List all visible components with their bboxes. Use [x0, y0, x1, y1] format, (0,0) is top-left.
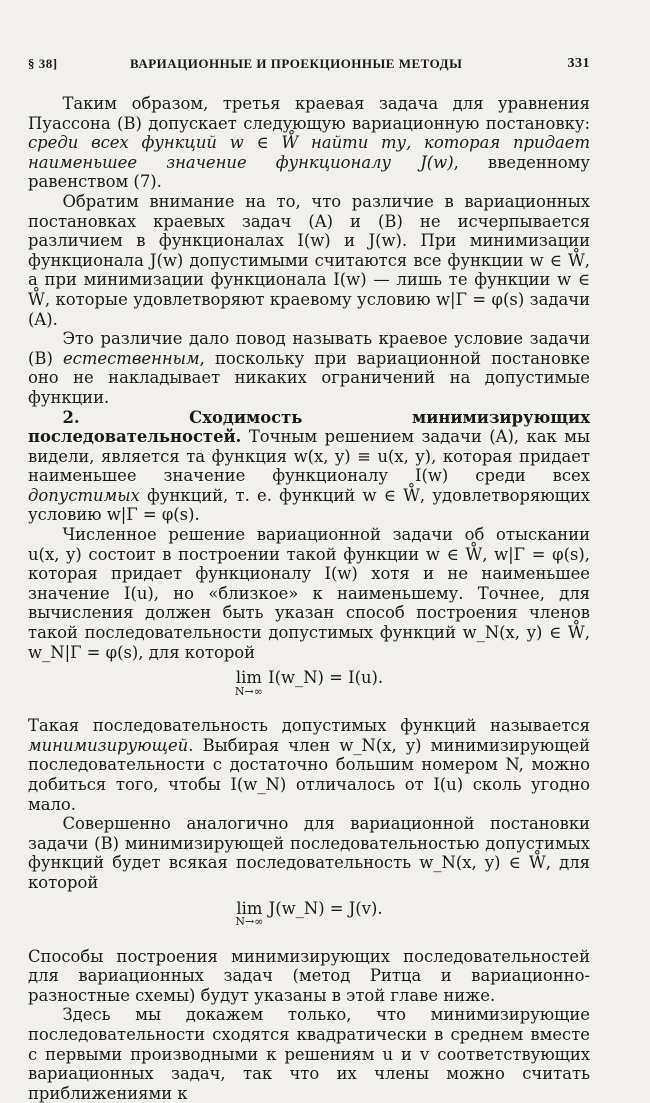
paragraph-7: Совершенно аналогично для вариационной постановки задачи (B) минимизирующей последовательностью допустимых функций будет всякая последовательность w_N(x, y) ∈ W̊, для которой [28, 814, 590, 892]
formula-2-subscript: N→∞ [235, 915, 264, 929]
formula-1-limit [235, 668, 263, 697]
formula-1-expression: I(w_N) = I(u). [268, 668, 384, 688]
p1-italic-statement: среди всех функций w ∈ W̊ найти ту, которая придает наименьшее значение функционалу J(w) [28, 133, 590, 172]
p3-text-a: Это различие дало повод называть краевое условие задачи (B) [28, 329, 590, 368]
formula-1-subscript: N→∞ [234, 684, 263, 698]
p4-italic-term: допустимых [28, 485, 140, 505]
p6-text-c: . Выбирая член w_N(x, y) минимизирующей последовательности с достаточно большим номером N, можно добиться того, чтобы I(w_N) отличалось от I(u) сколь угодно мало. [28, 735, 590, 814]
formula-2-lim: lim [236, 898, 263, 918]
p6-italic-term: минимизирующей [28, 735, 189, 755]
p3-italic-term: естественным [62, 348, 200, 368]
section-ref: § 38] [28, 56, 58, 71]
p1-text-c: , введенному равенством (7). [28, 152, 590, 192]
p3-text-c: , поскольку при вариационной постановке оно не накладывает никаких ограничений на допустимые функции. [28, 348, 590, 407]
paragraph-1 [28, 94, 590, 192]
paragraph-6 [28, 716, 590, 814]
formula-2-limit [235, 899, 263, 928]
paragraph-8: Способы построения минимизирующих последовательностей для вариационных задач (метод Ритца и вариационно-разностные схемы) будут указаны в этой главе ниже. [28, 946, 590, 1005]
p4-text-b: Точным решением задачи (A), как мы видели, является та функция w(x, y) ≡ u(x, y), которая придает наименьшее значение функционалу I(w) среди всех [28, 427, 590, 486]
paragraph-9: Здесь мы докажем только, что минимизирующие последовательности сходятся квадратически в среднем вместе с первыми производными к решениям u и v соответствующих вариационных задач, так что их члены можно считать приближениями к [28, 1005, 590, 1103]
paragraph-4 [28, 408, 590, 526]
paragraph-3 [28, 329, 590, 407]
running-title: ВАРИАЦИОННЫЕ И ПРОЕКЦИОННЫЕ МЕТОДЫ [130, 56, 463, 71]
paragraph-5: Численное решение вариационной задачи об отыскании u(x, y) состоит в построении такой функции w ∈ W̊, w|Γ = φ(s), которая придает функционалу I(w) хотя и не наименьшее значение I(u), но «близкое» к наименьшему. Точнее, для вычисления должен быть указан способ построения членов такой последовательности допустимых функций w_N(x, y) ∈ W̊, w_N|Γ = φ(s), для которой [28, 525, 590, 662]
page-number: 331 [567, 56, 590, 71]
page-body [28, 94, 590, 1103]
p4-text-d: функций, т. е. функций w ∈ W̊, удовлетворяющих условию w|Γ = φ(s). [28, 485, 590, 525]
p1-text-a: Таким образом, третья краевая задача для уравнения Пуассона (B) допускает следующую вариационную постановку: [28, 94, 590, 133]
paragraph-2: Обратим внимание на то, что различие в вариационных постановках краевых задач (A) и (B) не исчерпывается различием в функционалах I(w) и J(w). При минимизации функционала J(w) допустимыми считаются все функции w ∈ W̊, а при минимизации функционала I(w) — лишь те функции w ∈ W̊, которые удовлетворяют краевому условию w|Γ = φ(s) задачи (A). [28, 191, 590, 329]
formula-1 [28, 668, 590, 710]
formula-2 [28, 899, 590, 941]
subsection-heading: 2. Сходимость минимизирующих последовательностей. [28, 407, 590, 447]
p6-text-a: Такая последовательность допустимых функций называется [28, 716, 590, 736]
formula-2-expression: J(w_N) = J(v). [268, 898, 383, 918]
formula-1-lim: lim [235, 668, 262, 688]
